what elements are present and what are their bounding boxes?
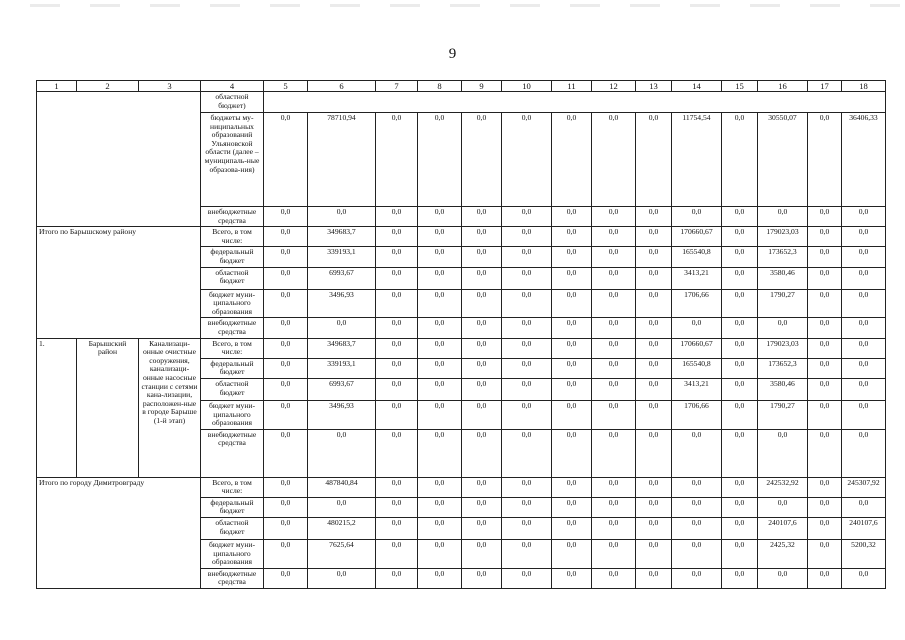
value-cell: 0,0 xyxy=(418,568,462,588)
value-cell: 0,0 xyxy=(264,267,308,289)
funding-source: бюджет муни-ципального образования xyxy=(201,540,264,569)
value-cell: 0,0 xyxy=(418,497,462,517)
value-cell: 0,0 xyxy=(808,518,842,540)
value-cell: 0,0 xyxy=(552,400,592,429)
value-cell: 0,0 xyxy=(592,247,636,267)
funding-source: областной бюджет xyxy=(201,518,264,540)
object-description: Канализаци-онные очистные сооружения, канализаци-онные насосные станции с сетями кана-лизации, расположен-ные в городе Барыше (1-й этап) xyxy=(139,338,201,477)
value-cell: 0,0 xyxy=(592,113,636,207)
value-cell: 0,0 xyxy=(842,289,886,318)
value-cell: 0,0 xyxy=(418,338,462,358)
value-cell: 0,0 xyxy=(418,429,462,477)
value-cell: 0,0 xyxy=(758,568,808,588)
value-cell: 0,0 xyxy=(264,518,308,540)
value-cell: 0,0 xyxy=(722,429,758,477)
value-cell: 0,0 xyxy=(264,378,308,400)
value-cell: 0,0 xyxy=(672,207,722,227)
value-cell: 0,0 xyxy=(842,400,886,429)
value-cell: 0,0 xyxy=(672,477,722,497)
column-number: 15 xyxy=(722,81,758,92)
value-cell: 165540,8 xyxy=(672,247,722,267)
value-cell: 0,0 xyxy=(462,540,502,569)
value-cell: 0,0 xyxy=(502,113,552,207)
value-cell: 0,0 xyxy=(672,518,722,540)
value-cell: 242532,92 xyxy=(758,477,808,497)
value-cell: 349683,7 xyxy=(308,338,376,358)
value-cell: 0,0 xyxy=(722,207,758,227)
value-cell: 0,0 xyxy=(722,358,758,378)
value-cell: 173652,3 xyxy=(758,247,808,267)
value-cell: 0,0 xyxy=(264,400,308,429)
value-cell: 0,0 xyxy=(592,267,636,289)
funding-source: Всего, в том числе: xyxy=(201,477,264,497)
value-cell: 0,0 xyxy=(808,358,842,378)
value-cell: 0,0 xyxy=(808,289,842,318)
table-row xyxy=(37,338,886,358)
value-cell: 0,0 xyxy=(552,429,592,477)
value-cell: 0,0 xyxy=(552,358,592,378)
value-cell: 0,0 xyxy=(264,207,308,227)
value-cell: 0,0 xyxy=(842,358,886,378)
value-cell: 0,0 xyxy=(376,568,418,588)
value-cell: 0,0 xyxy=(592,540,636,569)
value-cell: 0,0 xyxy=(502,378,552,400)
value-cell: 0,0 xyxy=(418,518,462,540)
funding-source: федеральный бюджет xyxy=(201,497,264,517)
value-cell: 170660,67 xyxy=(672,338,722,358)
value-cell: 0,0 xyxy=(592,358,636,378)
value-cell: 480215,2 xyxy=(308,518,376,540)
value-cell: 0,0 xyxy=(722,113,758,207)
value-cell: 0,0 xyxy=(502,540,552,569)
value-cell: 0,0 xyxy=(592,318,636,338)
value-cell: 0,0 xyxy=(552,318,592,338)
value-cell: 0,0 xyxy=(418,378,462,400)
value-cell: 3580,46 xyxy=(758,378,808,400)
funding-source: внебюджетные средства xyxy=(201,568,264,588)
value-cell: 0,0 xyxy=(636,429,672,477)
value-cell: 1790,27 xyxy=(758,289,808,318)
value-cell: 0,0 xyxy=(592,227,636,247)
value-cell: 0,0 xyxy=(552,207,592,227)
value-cell: 0,0 xyxy=(722,400,758,429)
value-cell: 240107,6 xyxy=(758,518,808,540)
value-cell: 6993,67 xyxy=(308,267,376,289)
value-cell: 0,0 xyxy=(758,497,808,517)
value-cell: 0,0 xyxy=(722,318,758,338)
district-total-label: Итого по Барышскому району xyxy=(37,227,201,338)
value-cell: 0,0 xyxy=(592,429,636,477)
value-cell: 0,0 xyxy=(808,267,842,289)
value-cell: 0,0 xyxy=(722,497,758,517)
value-cell: 165540,8 xyxy=(672,358,722,378)
value-cell: 0,0 xyxy=(418,227,462,247)
value-cell: 0,0 xyxy=(842,227,886,247)
continuation-cell xyxy=(37,92,201,227)
funding-source: федеральный бюджет xyxy=(201,358,264,378)
value-cell: 11754,54 xyxy=(672,113,722,207)
column-number: 10 xyxy=(502,81,552,92)
column-number: 12 xyxy=(592,81,636,92)
value-cell: 0,0 xyxy=(502,247,552,267)
value-cell: 0,0 xyxy=(552,378,592,400)
value-cell: 240107,6 xyxy=(842,518,886,540)
value-cell: 0,0 xyxy=(808,378,842,400)
value-cell: 0,0 xyxy=(808,318,842,338)
value-cell: 0,0 xyxy=(376,477,418,497)
value-cell: 339193,1 xyxy=(308,247,376,267)
value-cell: 0,0 xyxy=(808,207,842,227)
value-cell: 0,0 xyxy=(418,289,462,318)
value-cell: 0,0 xyxy=(722,568,758,588)
funding-source: бюджеты му-ниципальных образований Ульяновской области (далее – муниципаль-ные образова-ния) xyxy=(201,113,264,207)
value-cell: 0,0 xyxy=(636,497,672,517)
value-cell: 0,0 xyxy=(264,477,308,497)
value-cell: 0,0 xyxy=(552,267,592,289)
value-cell: 0,0 xyxy=(636,267,672,289)
value-cell: 0,0 xyxy=(722,378,758,400)
funding-source: внебюджетные средства xyxy=(201,429,264,477)
value-cell: 0,0 xyxy=(462,338,502,358)
value-cell: 0,0 xyxy=(376,318,418,338)
value-cell: 0,0 xyxy=(418,400,462,429)
table-row xyxy=(37,92,886,113)
value-cell: 0,0 xyxy=(636,358,672,378)
value-cell: 0,0 xyxy=(418,358,462,378)
value-cell: 36406,33 xyxy=(842,113,886,207)
value-cell: 0,0 xyxy=(842,247,886,267)
value-cell: 0,0 xyxy=(808,429,842,477)
value-cell: 0,0 xyxy=(808,247,842,267)
value-cell: 0,0 xyxy=(502,207,552,227)
value-cell: 0,0 xyxy=(376,518,418,540)
value-cell: 0,0 xyxy=(552,518,592,540)
value-cell: 0,0 xyxy=(462,318,502,338)
value-cell: 0,0 xyxy=(502,338,552,358)
value-cell: 0,0 xyxy=(502,568,552,588)
value-cell: 0,0 xyxy=(636,207,672,227)
value-cell: 0,0 xyxy=(758,429,808,477)
value-cell: 0,0 xyxy=(592,518,636,540)
value-cell: 0,0 xyxy=(502,518,552,540)
value-cell: 0,0 xyxy=(462,429,502,477)
column-number: 4 xyxy=(201,81,264,92)
value-cell: 0,0 xyxy=(672,318,722,338)
funding-source: внебюджетные средства xyxy=(201,318,264,338)
value-cell: 30550,07 xyxy=(758,113,808,207)
district-name: Барышский район xyxy=(77,338,139,477)
value-cell: 0,0 xyxy=(592,477,636,497)
value-cell: 0,0 xyxy=(462,497,502,517)
value-cell: 0,0 xyxy=(842,207,886,227)
value-cell: 0,0 xyxy=(502,227,552,247)
value-cell: 179023,03 xyxy=(758,338,808,358)
value-cell: 0,0 xyxy=(376,378,418,400)
value-cell: 0,0 xyxy=(722,540,758,569)
value-cell: 0,0 xyxy=(376,540,418,569)
item-number: 1. xyxy=(37,338,77,477)
value-cell: 1790,27 xyxy=(758,400,808,429)
value-cell: 3413,21 xyxy=(672,267,722,289)
value-cell: 0,0 xyxy=(308,497,376,517)
value-cell: 0,0 xyxy=(592,338,636,358)
value-cell: 0,0 xyxy=(264,247,308,267)
value-cell: 0,0 xyxy=(376,338,418,358)
value-cell: 173652,3 xyxy=(758,358,808,378)
budget-table xyxy=(36,80,886,589)
value-cell: 0,0 xyxy=(264,540,308,569)
value-cell: 0,0 xyxy=(376,289,418,318)
value-cell: 0,0 xyxy=(636,540,672,569)
value-cell: 0,0 xyxy=(808,497,842,517)
funding-source: областной бюджет xyxy=(201,267,264,289)
value-cell: 0,0 xyxy=(418,318,462,338)
value-cell: 0,0 xyxy=(842,378,886,400)
value-cell: 0,0 xyxy=(552,338,592,358)
value-cell: 0,0 xyxy=(636,338,672,358)
value-cell: 0,0 xyxy=(462,358,502,378)
column-number: 18 xyxy=(842,81,886,92)
value-cell: 339193,1 xyxy=(308,358,376,378)
value-cell: 0,0 xyxy=(308,429,376,477)
value-cell: 0,0 xyxy=(808,477,842,497)
funding-source: внебюджетные средства xyxy=(201,207,264,227)
value-cell: 0,0 xyxy=(636,289,672,318)
value-cell: 0,0 xyxy=(376,227,418,247)
value-cell: 0,0 xyxy=(636,378,672,400)
value-cell: 7625,64 xyxy=(308,540,376,569)
value-cell: 0,0 xyxy=(672,429,722,477)
column-number: 7 xyxy=(376,81,418,92)
column-number: 2 xyxy=(77,81,139,92)
value-cell: 0,0 xyxy=(264,289,308,318)
value-cell: 3496,93 xyxy=(308,289,376,318)
value-cell: 0,0 xyxy=(376,113,418,207)
column-number: 14 xyxy=(672,81,722,92)
value-cell: 0,0 xyxy=(418,207,462,227)
column-number: 5 xyxy=(264,81,308,92)
value-cell: 0,0 xyxy=(636,568,672,588)
value-cell: 0,0 xyxy=(264,497,308,517)
value-cell: 0,0 xyxy=(808,113,842,207)
value-cell: 0,0 xyxy=(636,318,672,338)
value-cell: 0,0 xyxy=(722,227,758,247)
value-cell: 0,0 xyxy=(808,568,842,588)
value-cell: 0,0 xyxy=(308,568,376,588)
value-cell: 0,0 xyxy=(808,540,842,569)
value-cell: 0,0 xyxy=(552,568,592,588)
value-cell: 0,0 xyxy=(462,477,502,497)
funding-source: федеральный бюджет xyxy=(201,247,264,267)
table-row xyxy=(37,227,886,247)
value-cell: 0,0 xyxy=(808,400,842,429)
value-cell: 0,0 xyxy=(308,318,376,338)
funding-source: бюджет муни-ципального образования xyxy=(201,400,264,429)
value-cell: 245307,92 xyxy=(842,477,886,497)
value-cell: 0,0 xyxy=(502,289,552,318)
value-cell: 0,0 xyxy=(418,540,462,569)
table-row xyxy=(37,477,886,497)
value-cell: 0,0 xyxy=(462,207,502,227)
value-cell: 0,0 xyxy=(502,497,552,517)
value-cell: 6993,67 xyxy=(308,378,376,400)
value-cell: 0,0 xyxy=(636,227,672,247)
value-cell: 0,0 xyxy=(418,267,462,289)
value-cell: 0,0 xyxy=(842,497,886,517)
scan-artifact xyxy=(0,4,905,7)
value-cell: 0,0 xyxy=(552,497,592,517)
value-cell: 0,0 xyxy=(264,568,308,588)
value-cell: 0,0 xyxy=(808,227,842,247)
column-number: 11 xyxy=(552,81,592,92)
value-cell: 0,0 xyxy=(264,338,308,358)
column-number: 17 xyxy=(808,81,842,92)
value-cell: 0,0 xyxy=(462,518,502,540)
column-number: 9 xyxy=(462,81,502,92)
value-cell: 0,0 xyxy=(376,497,418,517)
value-cell: 0,0 xyxy=(552,477,592,497)
value-cell: 0,0 xyxy=(462,227,502,247)
funding-source: Всего, в том числе: xyxy=(201,227,264,247)
value-cell: 0,0 xyxy=(592,568,636,588)
funding-source: Всего, в том числе: xyxy=(201,338,264,358)
value-cell: 0,0 xyxy=(552,113,592,207)
value-cell: 0,0 xyxy=(842,429,886,477)
value-cell: 0,0 xyxy=(552,247,592,267)
value-cell: 0,0 xyxy=(842,338,886,358)
funding-source: областной бюджет) xyxy=(201,92,264,113)
value-cell: 0,0 xyxy=(502,267,552,289)
value-cell: 0,0 xyxy=(636,477,672,497)
value-cell: 0,0 xyxy=(552,289,592,318)
city-total-label: Итого по городу Димитровграду xyxy=(37,477,201,588)
value-cell: 0,0 xyxy=(722,518,758,540)
header-row xyxy=(37,81,886,92)
page-number: 9 xyxy=(448,46,457,62)
empty-cells xyxy=(264,92,886,113)
value-cell: 0,0 xyxy=(502,318,552,338)
value-cell: 0,0 xyxy=(842,568,886,588)
value-cell: 0,0 xyxy=(376,267,418,289)
value-cell: 0,0 xyxy=(636,518,672,540)
value-cell: 0,0 xyxy=(264,227,308,247)
value-cell: 0,0 xyxy=(636,400,672,429)
value-cell: 0,0 xyxy=(462,568,502,588)
value-cell: 0,0 xyxy=(592,497,636,517)
value-cell: 0,0 xyxy=(376,400,418,429)
column-number: 8 xyxy=(418,81,462,92)
value-cell: 0,0 xyxy=(552,227,592,247)
value-cell: 0,0 xyxy=(842,267,886,289)
value-cell: 0,0 xyxy=(264,358,308,378)
value-cell: 3580,46 xyxy=(758,267,808,289)
value-cell: 487840,84 xyxy=(308,477,376,497)
value-cell: 3413,21 xyxy=(672,378,722,400)
value-cell: 0,0 xyxy=(502,400,552,429)
value-cell: 0,0 xyxy=(808,338,842,358)
value-cell: 0,0 xyxy=(418,113,462,207)
funding-source: областной бюджет xyxy=(201,378,264,400)
column-number: 16 xyxy=(758,81,808,92)
value-cell: 179023,03 xyxy=(758,227,808,247)
column-number: 13 xyxy=(636,81,672,92)
value-cell: 0,0 xyxy=(264,318,308,338)
value-cell: 0,0 xyxy=(722,477,758,497)
value-cell: 0,0 xyxy=(308,207,376,227)
value-cell: 0,0 xyxy=(462,378,502,400)
value-cell: 78710,94 xyxy=(308,113,376,207)
value-cell: 0,0 xyxy=(462,247,502,267)
value-cell: 1706,66 xyxy=(672,400,722,429)
value-cell: 0,0 xyxy=(672,497,722,517)
value-cell: 0,0 xyxy=(376,358,418,378)
value-cell: 0,0 xyxy=(842,318,886,338)
column-number: 3 xyxy=(139,81,201,92)
value-cell: 0,0 xyxy=(502,477,552,497)
value-cell: 0,0 xyxy=(552,540,592,569)
value-cell: 0,0 xyxy=(462,400,502,429)
value-cell: 349683,7 xyxy=(308,227,376,247)
value-cell: 0,0 xyxy=(722,247,758,267)
value-cell: 0,0 xyxy=(722,289,758,318)
value-cell: 0,0 xyxy=(376,429,418,477)
value-cell: 170660,67 xyxy=(672,227,722,247)
value-cell: 0,0 xyxy=(636,113,672,207)
value-cell: 0,0 xyxy=(592,289,636,318)
value-cell: 5200,32 xyxy=(842,540,886,569)
value-cell: 0,0 xyxy=(672,568,722,588)
value-cell: 0,0 xyxy=(418,247,462,267)
value-cell: 0,0 xyxy=(376,207,418,227)
value-cell: 0,0 xyxy=(592,207,636,227)
column-number: 6 xyxy=(308,81,376,92)
value-cell: 0,0 xyxy=(592,400,636,429)
value-cell: 0,0 xyxy=(672,540,722,569)
value-cell: 0,0 xyxy=(376,247,418,267)
value-cell: 0,0 xyxy=(462,289,502,318)
value-cell: 0,0 xyxy=(462,267,502,289)
value-cell: 0,0 xyxy=(264,429,308,477)
value-cell: 0,0 xyxy=(264,113,308,207)
value-cell: 0,0 xyxy=(758,207,808,227)
value-cell: 0,0 xyxy=(462,113,502,207)
value-cell: 0,0 xyxy=(722,338,758,358)
value-cell: 3496,93 xyxy=(308,400,376,429)
funding-source: бюджет муни-ципального образования xyxy=(201,289,264,318)
value-cell: 0,0 xyxy=(592,378,636,400)
value-cell: 0,0 xyxy=(502,429,552,477)
value-cell: 0,0 xyxy=(636,247,672,267)
value-cell: 1706,66 xyxy=(672,289,722,318)
value-cell: 0,0 xyxy=(758,318,808,338)
column-number: 1 xyxy=(37,81,77,92)
value-cell: 0,0 xyxy=(502,358,552,378)
value-cell: 0,0 xyxy=(722,267,758,289)
value-cell: 2425,32 xyxy=(758,540,808,569)
value-cell: 0,0 xyxy=(418,477,462,497)
